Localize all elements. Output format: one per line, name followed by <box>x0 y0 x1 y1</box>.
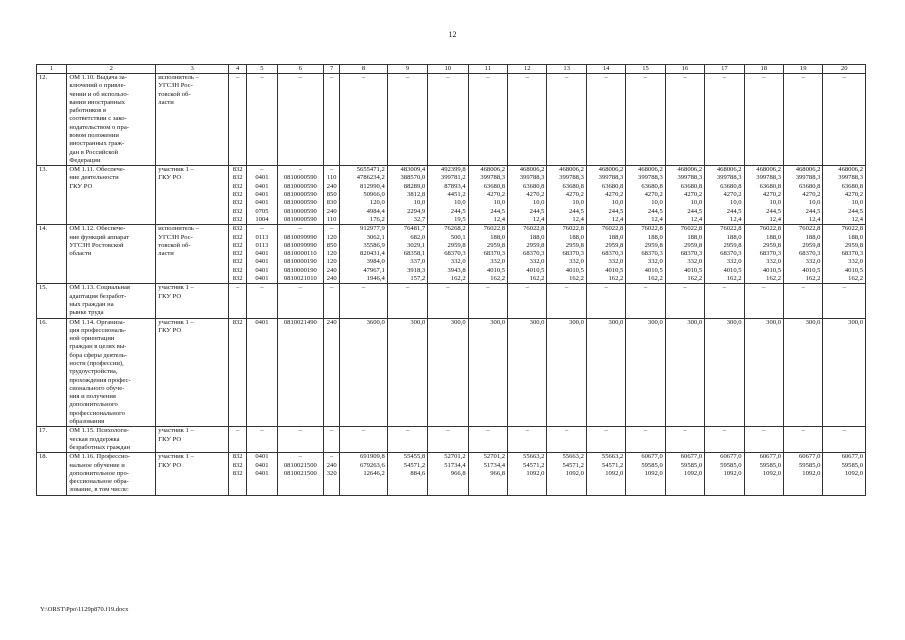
cell-rzpr: – 0401 0401 0401 0401 0705 1004 <box>247 166 277 225</box>
cell-name: ОМ 1.11. Обеспече- ние деятельности ГКУ РО <box>67 166 156 225</box>
cell-v18: 468006,2 399788,3 63680,8 4270,2 10,0 244,5 12,4 <box>744 166 783 225</box>
cell-v18: – <box>744 427 783 453</box>
cell-grbs: – <box>229 284 247 318</box>
column-number-cell: 4 <box>229 65 247 74</box>
cell-v9: 300,0 <box>387 318 427 427</box>
column-number-cell: 19 <box>784 65 823 74</box>
cell-v12: 76022,8 188,0 2959,8 68370,3 332,0 4010,5 162,2 <box>508 225 547 284</box>
cell-v18: – <box>744 284 783 318</box>
cell-v14: 55663,2 54571,2 1092,0 <box>586 453 625 495</box>
cell-v8: 3600,0 <box>340 318 388 427</box>
cell-v11: 300,0 <box>468 318 507 427</box>
cell-v13: – <box>547 73 586 165</box>
cell-v17: – <box>705 73 744 165</box>
column-number-cell: 3 <box>156 65 229 74</box>
cell-exec: участник 1 – ГКУ РО <box>156 427 229 453</box>
cell-vr: – 120 850 120 120 240 240 <box>324 225 340 284</box>
cell-v17: 60677,0 59585,0 1092,0 <box>705 453 744 495</box>
cell-exec: участник 1 – ГКУ РО <box>156 453 229 495</box>
cell-v8: – <box>340 73 388 165</box>
cell-v12: – <box>508 284 547 318</box>
cell-rzpr: – <box>247 427 277 453</box>
cell-v10: – <box>428 427 468 453</box>
cell-v20: – <box>823 284 866 318</box>
cell-v14: – <box>586 284 625 318</box>
cell-v8: 912977,9 3062,1 35586,9 820431,4 3984,0 47967,1 1946,4 <box>340 225 388 284</box>
cell-v8: – <box>340 427 388 453</box>
cell-exec: исполнитель – УГСЗН Рос- товской об- ласти <box>156 225 229 284</box>
cell-vr: 240 <box>324 318 340 427</box>
cell-v12: – <box>508 427 547 453</box>
column-number-cell: 12 <box>508 65 547 74</box>
cell-v15: 60677,0 59585,0 1092,0 <box>626 453 665 495</box>
cell-rzpr: 0401 0401 0401 <box>247 453 277 495</box>
cell-v17: – <box>705 427 744 453</box>
budget-table <box>36 64 866 496</box>
cell-v9: – <box>387 73 427 165</box>
cell-v18: 76022,8 188,0 2959,8 68370,3 332,0 4010,5 162,2 <box>744 225 783 284</box>
cell-v16: – <box>665 284 704 318</box>
cell-v14: 76022,8 188,0 2959,8 68370,3 332,0 4010,5 162,2 <box>586 225 625 284</box>
cell-csr: – 0810021500 0810021500 <box>277 453 324 495</box>
cell-v10: – <box>428 284 468 318</box>
cell-v14: – <box>586 427 625 453</box>
cell-v9: – <box>387 427 427 453</box>
table-row <box>37 427 866 453</box>
cell-v11: 52701,2 51734,4 966,8 <box>468 453 507 495</box>
column-number-cell: 5 <box>247 65 277 74</box>
cell-grbs: 832 832 832 <box>229 453 247 495</box>
cell-csr: 0810021490 <box>277 318 324 427</box>
cell-v16: – <box>665 73 704 165</box>
cell-v10: 52701,2 51734,4 966,8 <box>428 453 468 495</box>
cell-v20: – <box>823 427 866 453</box>
cell-v11: – <box>468 427 507 453</box>
cell-v9: 483009,4 388570,0 88289,0 3812,8 10,0 2294,9 32,7 <box>387 166 427 225</box>
column-number-cell: 16 <box>665 65 704 74</box>
cell-v10: 492399,8 399781,2 87893,4 4451,2 10,0 244,5 19,5 <box>428 166 468 225</box>
cell-v8: 691909,8 679263,6 12646,2 <box>340 453 388 495</box>
cell-v13: 55663,2 54571,2 1092,0 <box>547 453 586 495</box>
cell-v12: 468006,2 399788,3 63680,8 4270,2 10,0 244,5 12,4 <box>508 166 547 225</box>
column-number-cell: 7 <box>324 65 340 74</box>
column-number-cell: 2 <box>67 65 156 74</box>
cell-v15: 300,0 <box>626 318 665 427</box>
cell-csr: – 0810000590 0810000590 0810000590 0810000590 0810000590 0810000590 <box>277 166 324 225</box>
table-row <box>37 318 866 427</box>
cell-v16: 76022,8 188,0 2959,8 68370,3 332,0 4010,5 162,2 <box>665 225 704 284</box>
cell-v11: 76022,8 188,0 2959,8 68370,3 332,0 4010,5 162,2 <box>468 225 507 284</box>
table-body <box>37 73 866 495</box>
cell-vr: – <box>324 284 340 318</box>
table-row <box>37 166 866 225</box>
cell-num: 18. <box>37 453 67 495</box>
cell-v13: – <box>547 284 586 318</box>
cell-grbs: 832 832 832 832 832 832 832 <box>229 225 247 284</box>
column-number-cell: 15 <box>626 65 665 74</box>
cell-csr: – <box>277 427 324 453</box>
cell-name: ОМ 1.14. Организа- ция профессиональ- ной ориентации граждан в целях вы- бора сферы деятель- ности (профессии), трудоустройства, прохождения профес- сионального обуче- ния и получения дополнительного профессионального образования <box>67 318 156 427</box>
cell-v20: 60677,0 59585,0 1092,0 <box>823 453 866 495</box>
cell-v11: – <box>468 73 507 165</box>
cell-grbs: – <box>229 73 247 165</box>
cell-num: 15. <box>37 284 67 318</box>
cell-rzpr: 0401 <box>247 318 277 427</box>
page-number: 12 <box>448 30 457 39</box>
cell-v20: 76022,8 188,0 2959,8 68370,3 332,0 4010,5 162,2 <box>823 225 866 284</box>
cell-num: 17. <box>37 427 67 453</box>
column-number-cell: 13 <box>547 65 586 74</box>
file-path-footer: Y:\ORST\Ppo\1129p870.f19.docx <box>40 606 129 613</box>
cell-v19: – <box>784 73 823 165</box>
cell-v17: – <box>705 284 744 318</box>
cell-v19: 60677,0 59585,0 1092,0 <box>784 453 823 495</box>
column-number-cell: 11 <box>468 65 507 74</box>
cell-v17: 76022,8 188,0 2959,8 68370,3 332,0 4010,5 162,2 <box>705 225 744 284</box>
cell-vr: – <box>324 427 340 453</box>
cell-v8: – <box>340 284 388 318</box>
cell-v13: 468006,2 399788,3 63680,8 4270,2 10,0 244,5 12,4 <box>547 166 586 225</box>
cell-num: 16. <box>37 318 67 427</box>
cell-v16: 60677,0 59585,0 1092,0 <box>665 453 704 495</box>
column-number-cell: 9 <box>387 65 427 74</box>
cell-v15: – <box>626 284 665 318</box>
cell-v10: – <box>428 73 468 165</box>
cell-csr: – <box>277 284 324 318</box>
cell-v14: 300,0 <box>586 318 625 427</box>
cell-csr: – <box>277 73 324 165</box>
cell-grbs: 832 <box>229 318 247 427</box>
cell-v10: 76268,2 500,1 2959,8 68370,3 332,0 3943,8 162,2 <box>428 225 468 284</box>
cell-grbs: 832 832 832 832 832 832 832 <box>229 166 247 225</box>
table-row <box>37 73 866 165</box>
cell-v14: – <box>586 73 625 165</box>
column-number-cell: 10 <box>428 65 468 74</box>
cell-v15: – <box>626 73 665 165</box>
cell-v9: – <box>387 284 427 318</box>
cell-v14: 468006,2 399788,3 63680,8 4270,2 10,0 244,5 12,4 <box>586 166 625 225</box>
cell-grbs: – <box>229 427 247 453</box>
cell-vr: – <box>324 73 340 165</box>
cell-v11: 468006,2 399788,3 63680,8 4270,2 10,0 244,5 12,4 <box>468 166 507 225</box>
cell-exec: участник 1 – ГКУ РО <box>156 284 229 318</box>
cell-v16: – <box>665 427 704 453</box>
cell-vr: – 240 320 <box>324 453 340 495</box>
table-row <box>37 225 866 284</box>
cell-csr: – 0810099990 0810099990 0810000110 0810000190 0810000190 0810021010 <box>277 225 324 284</box>
cell-v17: 468006,2 399788,3 63680,8 4270,2 10,0 244,5 12,4 <box>705 166 744 225</box>
cell-v19: 76022,8 188,0 2959,8 68370,3 332,0 4010,5 162,2 <box>784 225 823 284</box>
column-number-cell: 20 <box>823 65 866 74</box>
cell-v13: – <box>547 427 586 453</box>
cell-v13: 300,0 <box>547 318 586 427</box>
column-number-cell: 8 <box>340 65 388 74</box>
cell-name: ОМ 1.15. Психологи- ческая поддержка безработных граждан <box>67 427 156 453</box>
column-number-cell: 18 <box>744 65 783 74</box>
cell-v10: 300,0 <box>428 318 468 427</box>
table-row <box>37 284 866 318</box>
cell-v12: 55663,2 54571,2 1092,0 <box>508 453 547 495</box>
cell-name: ОМ 1.10. Выдача за- ключений о привле- чении и об использо- вании иностранных работников в соответствии с зако- нодательством о пра- вовом положении иностранных граж- дан в Российской Федерации <box>67 73 156 165</box>
cell-v16: 468006,2 399788,3 63680,8 4270,2 10,0 244,5 12,4 <box>665 166 704 225</box>
cell-v19: – <box>784 284 823 318</box>
column-number-row <box>37 65 866 74</box>
cell-name: ОМ 1.12. Обеспече- ние функций аппарат УГСЗН Ростовской области <box>67 225 156 284</box>
cell-vr: – 110 240 850 830 240 110 <box>324 166 340 225</box>
cell-v20: 468006,2 399788,3 63680,8 4270,2 10,0 244,5 12,4 <box>823 166 866 225</box>
cell-v20: 300,0 <box>823 318 866 427</box>
cell-v12: – <box>508 73 547 165</box>
cell-name: ОМ 1.13. Социальная адаптация безработ- ных граждан на рынке труда <box>67 284 156 318</box>
cell-num: 14. <box>37 225 67 284</box>
table-row <box>37 453 866 495</box>
cell-v9: 76481,7 682,0 3029,1 68358,1 337,0 3918,3 157,2 <box>387 225 427 284</box>
cell-exec: участник 1 – ГКУ РО <box>156 166 229 225</box>
cell-exec: исполнитель – УГСЗН Рос- товской об- ласти <box>156 73 229 165</box>
column-number-cell: 14 <box>586 65 625 74</box>
cell-v19: 300,0 <box>784 318 823 427</box>
cell-exec: участник 1 – ГКУ РО <box>156 318 229 427</box>
cell-v19: 468006,2 399788,3 63680,8 4270,2 10,0 244,5 12,4 <box>784 166 823 225</box>
cell-v8: 5655471,2 4786234,2 812990,4 50966,0 120,0 4984,4 176,2 <box>340 166 388 225</box>
cell-v18: 60677,0 59585,0 1092,0 <box>744 453 783 495</box>
cell-num: 13. <box>37 166 67 225</box>
cell-name: ОМ 1.16. Профессио- нальное обучение и дополнительное про- фессиональное обра- зование, в том числе: <box>67 453 156 495</box>
cell-v13: 76022,8 188,0 2959,8 68370,3 332,0 4010,5 162,2 <box>547 225 586 284</box>
cell-v15: 76022,8 188,0 2959,8 68370,3 332,0 4010,5 162,2 <box>626 225 665 284</box>
column-number-cell: 17 <box>705 65 744 74</box>
cell-v15: 468006,2 399788,3 63680,8 4270,2 10,0 244,5 12,4 <box>626 166 665 225</box>
cell-v20: – <box>823 73 866 165</box>
column-number-cell: 6 <box>277 65 324 74</box>
cell-v18: – <box>744 73 783 165</box>
cell-v9: 55455,8 54571,2 884,6 <box>387 453 427 495</box>
cell-v11: – <box>468 284 507 318</box>
cell-num: 12. <box>37 73 67 165</box>
cell-v12: 300,0 <box>508 318 547 427</box>
cell-rzpr: – 0113 0113 0401 0401 0401 0401 <box>247 225 277 284</box>
cell-rzpr: – <box>247 284 277 318</box>
cell-v18: 300,0 <box>744 318 783 427</box>
cell-v17: 300,0 <box>705 318 744 427</box>
cell-v15: – <box>626 427 665 453</box>
cell-rzpr: – <box>247 73 277 165</box>
cell-v16: 300,0 <box>665 318 704 427</box>
cell-v19: – <box>784 427 823 453</box>
column-number-cell: 1 <box>37 65 67 74</box>
